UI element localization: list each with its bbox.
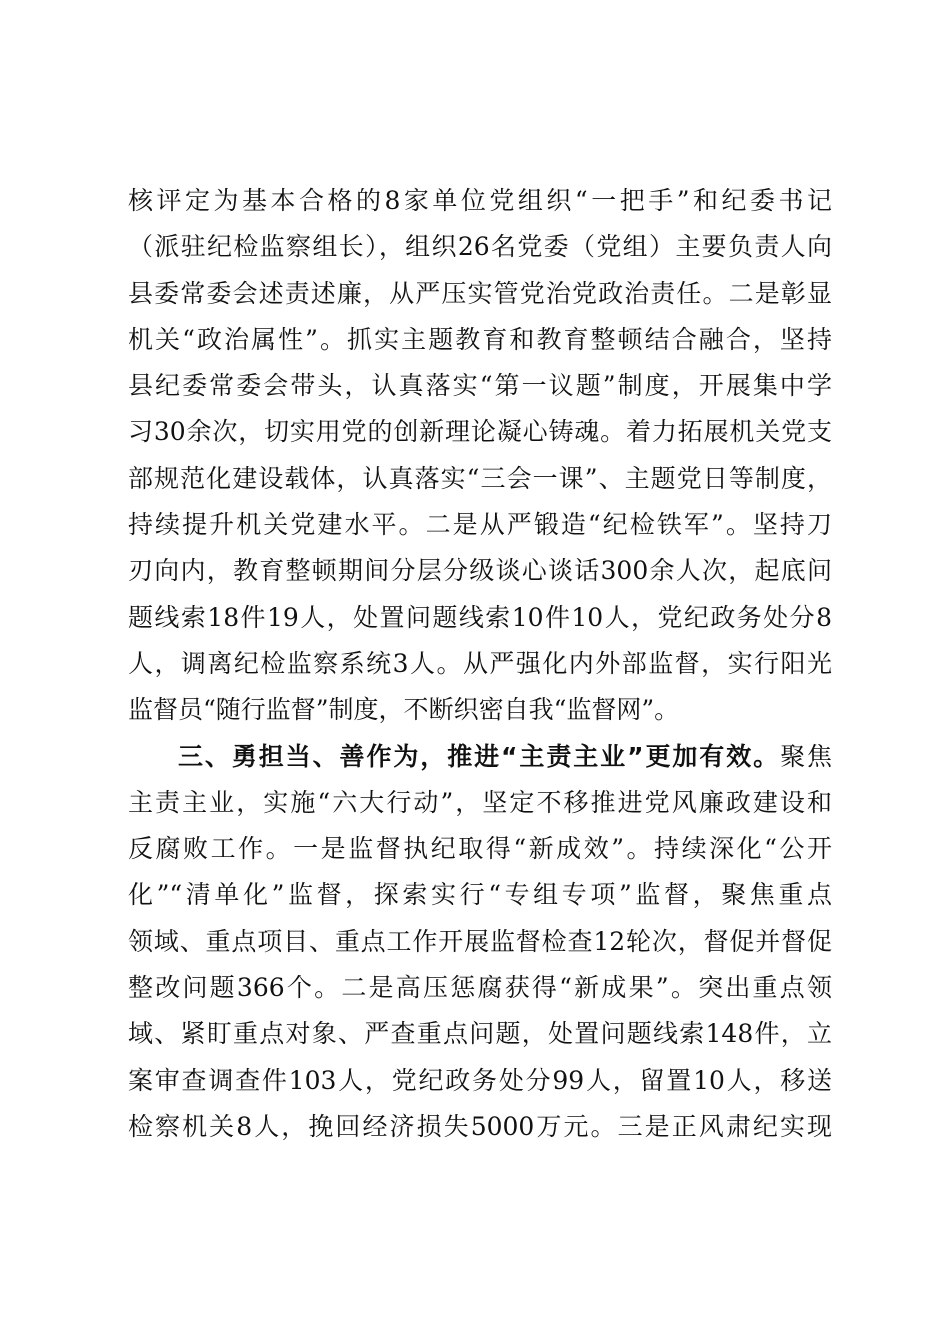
text-line: 检察机关8人，挽回经济损失5000万元。三是正风肃纪实现 — [128, 1111, 832, 1141]
text-line: 整改问题366个。二是高压惩腐获得“新成果”。突出重点领 — [128, 973, 832, 1003]
document-page — [128, 178, 832, 1150]
text-line: 刃向内，教育整顿期间分层分级谈心谈话300余人次，起底问 — [128, 556, 832, 586]
text-line: （派驻纪检监察组长），组织26名党委（党组）主要负责人向 — [128, 232, 832, 262]
text-line: 化”“清单化”监督，探索实行“专组专项”监督，聚焦重点 — [128, 880, 832, 910]
text-line: 部规范化建设载体，认真落实“三会一课”、主题党日等制度， — [128, 463, 832, 493]
paragraph-1 — [128, 178, 832, 734]
text-line: 案审查调查件103人，党纪政务处分99人，留置10人，移送 — [128, 1065, 832, 1095]
text-line: 领域、重点项目、重点工作开展监督检查12轮次，督促并督促 — [128, 926, 832, 956]
text-line: 县委常委会述责述廉，从严压实管党治党政治责任。二是彰显 — [128, 278, 832, 308]
text-line: 反腐败工作。一是监督执纪取得“新成效”。持续深化“公开 — [128, 834, 832, 864]
text-line: 题线索18件19人，处置问题线索10件10人，党纪政务处分8 — [128, 602, 832, 632]
section-heading: 三、勇担当、善作为，推进“主责主业”更加有效。 — [178, 741, 781, 771]
text-line: 主责主业，实施“六大行动”，坚定不移推进党风廉政建设和 — [128, 787, 832, 817]
text-line: 监督员“随行监督”制度，不断织密自我“监督网”。 — [128, 695, 680, 725]
text-line: 域、紧盯重点对象、严查重点问题，处置问题线索148件，立 — [128, 1019, 832, 1049]
text-line: 机关“政治属性”。抓实主题教育和教育整顿结合融合，坚持 — [128, 324, 832, 354]
text-line: 人，调离纪检监察系统3人。从严强化内外部监督，实行阳光 — [128, 648, 832, 678]
text-line: 持续提升机关党建水平。二是从严锻造“纪检铁军”。坚持刀 — [128, 510, 832, 540]
section-heading-line — [128, 734, 832, 780]
heading-tail-text: 聚焦 — [780, 741, 832, 771]
paragraph-2 — [128, 734, 832, 1151]
text-line: 县纪委常委会带头，认真落实“第一议题”制度，开展集中学 — [128, 371, 832, 401]
text-line: 习30余次，切实用党的创新理论凝心铸魂。着力拓展机关党支 — [128, 417, 832, 447]
text-line: 核评定为基本合格的8家单位党组织“一把手”和纪委书记 — [128, 186, 832, 215]
